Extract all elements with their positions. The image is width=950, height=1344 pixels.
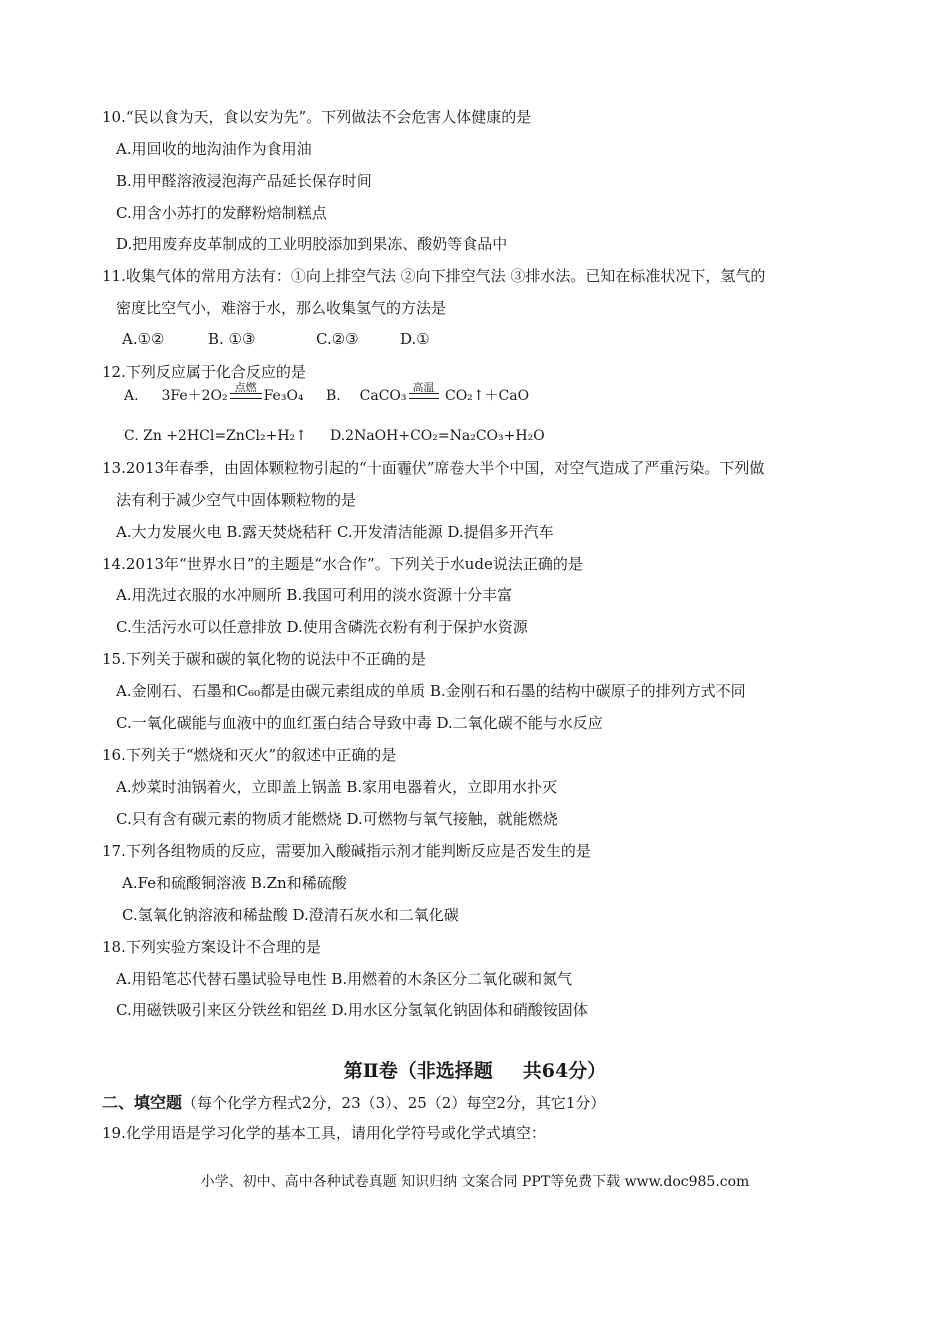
question-12-stem: 12.下列反应属于化合反应的是 xyxy=(102,363,306,381)
question-17-options-ab: A.Fe和硫酸铜溶液 B.Zn和稀硫酸 xyxy=(122,874,347,892)
question-12-option-b xyxy=(326,382,529,405)
question-14-options-ab: A.用洗过衣服的水冲厕所 B.我国可利用的淡水资源十分丰富 xyxy=(116,586,513,604)
equation-b-reactants: CaCO₃ xyxy=(359,388,407,404)
question-15-options-ab: A.金刚石、石墨和C₆₀都是由碳元素组成的单质 B.金刚石和石墨的结构中碳原子的排列方式不同 xyxy=(116,682,746,700)
question-13-stem-line1: 13.2013年春季，由固体颗粒物引起的“十面霾伏”席卷大半个中国，对空气造成了严重污染。下列做 xyxy=(102,459,765,477)
question-12-option-c: C. Zn +2HCl=ZnCl₂+H₂↑ xyxy=(124,428,307,444)
question-16-options-ab: A.炒菜时油锅着火，立即盖上锅盖 B.家用电器着火，立即用水扑灭 xyxy=(116,778,558,796)
page-footer: 小学、初中、高中各种试卷真题 知识归纳 文案合同 PPT等免费下载 www.doc985.com xyxy=(200,1174,750,1190)
question-13-stem-line2: 法有利于减少空气中固体颗粒物的是 xyxy=(116,491,357,509)
question-18-options-cd: C.用磁铁吸引来区分铁丝和铝丝 D.用水区分氢氧化钠固体和硝酸铵固体 xyxy=(116,1001,588,1019)
question-11-option-a: A.①② xyxy=(122,330,165,348)
equation-b-products: CO₂↑＋CaO xyxy=(444,388,530,404)
question-19-stem: 19.化学用语是学习化学的基本工具，请用化学符号或化学式填空： xyxy=(102,1124,546,1142)
condition-a-label: 点燃 xyxy=(234,381,257,394)
question-14-stem: 14.2013年“世界水日”的主题是“水合作”。下列关于水ude说法正确的是 xyxy=(102,555,583,573)
option-b-label: B. xyxy=(326,388,341,404)
question-15-options-cd: C.一氧化碳能与血液中的血红蛋白结合导致中毒 D.二氧化碳不能与水反应 xyxy=(116,714,603,732)
question-11-stem-line1: 11.收集气体的常用方法有：①向上排空气法 ②向下排空气法 ③排水法。已知在标准状况下，氢气的 xyxy=(102,267,766,285)
question-16-stem: 16.下列关于“燃烧和灭火”的叙述中正确的是 xyxy=(102,746,397,764)
part-two-score: 共64分） xyxy=(522,1060,607,1082)
question-10-option-d: D.把用废弃皮革制成的工业明胶添加到果冻、酸奶等食品中 xyxy=(116,235,508,253)
equation-a-reactants: 3Fe＋2O₂ xyxy=(161,388,228,404)
part-two-title: 第Ⅱ卷（非选择题 xyxy=(343,1060,493,1082)
question-13-options: A.大力发展火电 B.露天焚烧秸秆 C.开发清洁能源 D.提倡多开汽车 xyxy=(116,523,554,541)
question-17-stem: 17.下列各组物质的反应，需要加入酸碱指示剂才能判断反应是否发生的是 xyxy=(102,842,591,860)
section-two-label: 二、填空题 xyxy=(102,1093,183,1112)
question-18-stem: 18.下列实验方案设计不合理的是 xyxy=(102,938,321,956)
question-16-options-cd: C.只有含有碳元素的物质才能燃烧 D.可燃物与氧气接触，就能燃烧 xyxy=(116,810,558,828)
question-11-option-d: D.① xyxy=(400,330,430,348)
question-12-option-a xyxy=(124,382,304,405)
section-two-note: （每个化学方程式2分，23（3）、25（2）每空2分，其它1分） xyxy=(182,1094,606,1112)
question-14-options-cd: C.生活污水可以任意排放 D.使用含磷洗衣粉有利于保护水资源 xyxy=(116,618,528,636)
question-10-stem: 10.“民以食为天，食以安为先”。下列做法不会危害人体健康的是 xyxy=(102,108,532,126)
equation-b-condition xyxy=(409,382,439,405)
equation-a-condition xyxy=(230,382,262,405)
question-11-option-b: B. ①③ xyxy=(208,330,256,348)
question-11-option-c: C.②③ xyxy=(316,330,359,348)
question-15-stem: 15.下列关于碳和碳的氧化物的说法中不正确的是 xyxy=(102,650,426,668)
section-two-header xyxy=(102,1090,605,1113)
part-two-heading xyxy=(0,1056,950,1083)
question-10-option-a: A.用回收的地沟油作为食用油 xyxy=(116,140,312,158)
question-11-stem-line2: 密度比空气小，难溶于水，那么收集氢气的方法是 xyxy=(116,299,447,317)
question-12-option-d: D.2NaOH+CO₂=Na₂CO₃+H₂O xyxy=(330,428,545,444)
equation-a-products: Fe₃O₄ xyxy=(263,388,304,404)
question-17-options-cd: C.氢氧化钠溶液和稀盐酸 D.澄清石灰水和二氧化碳 xyxy=(122,906,459,924)
question-10-option-b: B.用甲醛溶液浸泡海产品延长保存时间 xyxy=(116,172,372,190)
condition-b-label: 高温 xyxy=(412,381,435,394)
question-10-option-c: C.用含小苏打的发酵粉焙制糕点 xyxy=(116,204,327,222)
question-18-options-ab: A.用铅笔芯代替石墨试验导电性 B.用燃着的木条区分二氧化碳和氮气 xyxy=(116,970,573,988)
option-a-label: A. xyxy=(124,388,139,404)
